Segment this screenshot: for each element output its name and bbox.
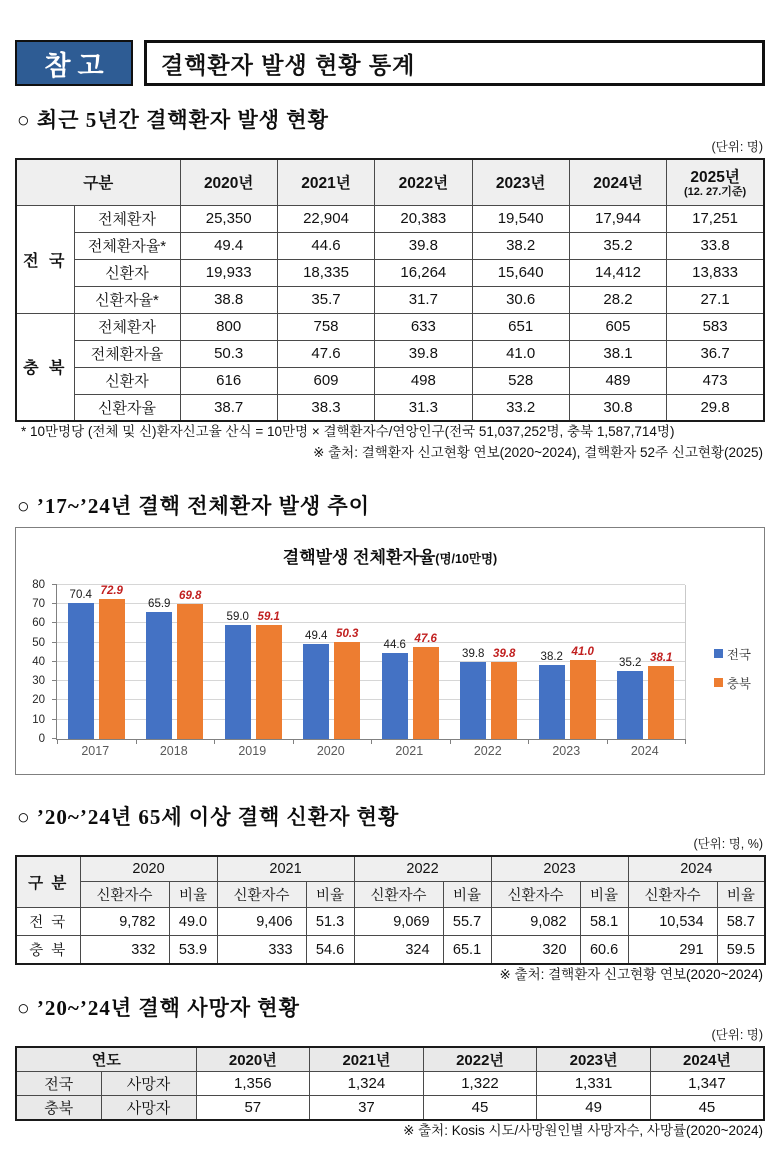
subheader-cell: 비율 [443, 882, 491, 908]
value-cell: 19,933 [180, 259, 277, 286]
value-cell: 332 [80, 936, 169, 964]
bar-value-label: 59.1 [257, 611, 280, 624]
y-axis-label: 0 [38, 732, 45, 745]
section3-heading: ○ ’20~’24년 65세 이상 결핵 신환자 현황 [17, 804, 400, 829]
table-header-row [16, 1047, 764, 1072]
bar-전국 [382, 639, 408, 739]
year-header: 2021 [217, 856, 354, 882]
bar-충북 [570, 645, 596, 739]
value-cell: 19,540 [472, 205, 569, 232]
footnote-source-1: ※ 출처: 결핵환자 신고현황 연보(2020~2024), 결핵환자 52주 신고현황(2025) [313, 444, 763, 460]
bar-value-label: 59.0 [226, 611, 249, 624]
bar-value-label: 41.0 [571, 645, 594, 658]
value-cell: 44.6 [277, 232, 374, 259]
year-header: 2022년 [423, 1047, 537, 1072]
bar-group [214, 585, 293, 739]
y-axis-label: 40 [32, 655, 45, 668]
footnote-formula: * 10만명당 (전체 및 신)환자신고율 산식 = 10만명 × 결핵환자수/연앙인구(전국 51,037,252명, 충북 1,587,714명) [21, 424, 675, 439]
region-cell: 전 국 [16, 908, 80, 936]
value-cell: 54.6 [306, 936, 354, 964]
y-axis-label: 80 [32, 578, 45, 591]
value-cell: 583 [667, 313, 764, 340]
bar-value-label: 39.8 [493, 648, 516, 661]
year-header: 2020 [80, 856, 217, 882]
bar-전국 [617, 657, 643, 739]
x-axis-label: 2024 [630, 743, 659, 758]
section2-heading: ○ ’17~’24년 결핵 전체환자 발생 추이 [17, 493, 370, 518]
value-cell: 50.3 [180, 340, 277, 367]
y-tick [52, 642, 57, 643]
bar-value-label: 49.4 [305, 629, 328, 642]
value-cell: 17,944 [569, 205, 666, 232]
value-cell: 38.7 [180, 394, 277, 421]
bar-충북 [256, 611, 282, 739]
subheader-cell: 비율 [306, 882, 354, 908]
legend-label: 충북 [726, 676, 751, 691]
value-cell: 10,534 [628, 908, 717, 936]
value-cell: 35.2 [569, 232, 666, 259]
document-header [15, 40, 765, 86]
value-cell: 35.7 [277, 286, 374, 313]
value-cell: 58.7 [717, 908, 765, 936]
x-axis-label: 2019 [238, 743, 267, 758]
value-cell: 36.7 [667, 340, 764, 367]
value-cell: 15,640 [472, 259, 569, 286]
y-axis-label: 30 [32, 675, 45, 688]
row-label: 전체환자 [74, 205, 180, 232]
bar-충북 [334, 628, 360, 739]
value-cell: 38.1 [569, 340, 666, 367]
bar-group [371, 585, 450, 739]
value-cell: 38.3 [277, 394, 374, 421]
bar-value-label: 72.9 [100, 584, 123, 597]
value-cell: 28.2 [569, 286, 666, 313]
bar-value-label: 35.2 [619, 657, 642, 670]
subheader-cell: 신환자수 [628, 882, 717, 908]
subheader-cell: 비율 [717, 882, 765, 908]
x-axis-label: 2018 [159, 743, 188, 758]
value-cell: 25,350 [180, 205, 277, 232]
elderly-new-patients-table [15, 855, 766, 965]
footnote-source-2: ※ 출처: 결핵환자 신고현황 연보(2020~2024) [499, 966, 763, 982]
y-tick [52, 603, 57, 604]
table-row [16, 936, 765, 964]
year-header: 2024년 [569, 159, 666, 205]
y-axis-label: 20 [32, 694, 45, 707]
value-cell: 605 [569, 313, 666, 340]
region-cell: 전 국 [16, 205, 74, 313]
bar-value-label: 65.9 [148, 598, 171, 610]
y-tick [52, 699, 57, 700]
value-cell: 9,782 [80, 908, 169, 936]
value-cell: 39.8 [375, 340, 472, 367]
value-cell: 51.3 [306, 908, 354, 936]
table-row [16, 259, 764, 286]
table-header-row [16, 159, 764, 205]
value-cell: 1,347 [650, 1072, 764, 1096]
legend-swatch [714, 678, 723, 687]
value-cell: 1,331 [537, 1072, 651, 1096]
value-cell: 18,335 [277, 259, 374, 286]
value-cell: 800 [180, 313, 277, 340]
value-cell: 22,904 [277, 205, 374, 232]
value-cell: 333 [217, 936, 306, 964]
gridline [57, 584, 685, 585]
corner-header: 구분 [16, 159, 180, 205]
table-subheader-row [16, 882, 765, 908]
bar-전국 [146, 598, 172, 739]
year-header: 2021년 [310, 1047, 424, 1072]
year-header: 2023년 [537, 1047, 651, 1072]
value-cell: 55.7 [443, 908, 491, 936]
bar-group [293, 585, 372, 739]
value-cell: 65.1 [443, 936, 491, 964]
section3-unit-note: (단위: 명, %) [693, 836, 763, 851]
subheader-cell: 신환자수 [491, 882, 580, 908]
x-axis-label: 2020 [316, 743, 345, 758]
table-row [16, 1072, 764, 1096]
year-label: 2025년 [690, 169, 740, 187]
reference-badge: 참고 [15, 40, 133, 86]
bar-전국 [225, 611, 251, 739]
table-row [16, 232, 764, 259]
value-cell: 489 [569, 367, 666, 394]
bar-충북 [413, 633, 439, 739]
table-row [16, 286, 764, 313]
value-cell: 609 [277, 367, 374, 394]
x-axis-label: 2017 [81, 743, 110, 758]
value-cell: 320 [491, 936, 580, 964]
y-axis-label: 70 [32, 598, 45, 611]
value-cell: 14,412 [569, 259, 666, 286]
value-cell: 324 [354, 936, 443, 964]
table-row [16, 205, 764, 232]
value-cell: 49.0 [169, 908, 217, 936]
year-header: 2023년 [472, 159, 569, 205]
value-cell: 758 [277, 313, 374, 340]
row-label: 신환자 [74, 259, 180, 286]
value-cell: 49.4 [180, 232, 277, 259]
value-cell: 473 [667, 367, 764, 394]
y-axis-label: 60 [32, 617, 45, 630]
value-cell: 16,264 [375, 259, 472, 286]
year-header: 2020년 [196, 1047, 310, 1072]
y-tick [52, 661, 57, 662]
value-cell: 1,324 [310, 1072, 424, 1096]
bar-value-label: 47.6 [414, 633, 437, 646]
value-cell: 60.6 [580, 936, 628, 964]
year-note: (12. 27.기준) [683, 186, 747, 199]
subheader-cell: 비율 [580, 882, 628, 908]
y-axis-label: 10 [32, 713, 45, 726]
bar-충북 [491, 648, 517, 739]
document-title: 결핵환자 발생 현황 통계 [161, 51, 416, 78]
region-cell: 충 북 [16, 936, 80, 964]
corner-header: 구 분 [16, 856, 80, 908]
year-header: 2024년 [650, 1047, 764, 1072]
value-cell: 58.1 [580, 908, 628, 936]
y-axis-label: 50 [32, 636, 45, 649]
table-header-row [16, 856, 765, 882]
bar-value-label: 70.4 [69, 589, 92, 602]
bar-group [136, 585, 215, 739]
y-tick [52, 680, 57, 681]
legend-item [714, 645, 751, 663]
subheader-cell: 비율 [169, 882, 217, 908]
bar-value-label: 69.8 [179, 590, 202, 603]
row-label: 사망자 [101, 1096, 196, 1121]
value-cell: 38.8 [180, 286, 277, 313]
y-tick [52, 622, 57, 623]
bar-전국 [68, 589, 94, 739]
bar-group [450, 585, 529, 739]
row-label: 신환자율 [74, 394, 180, 421]
corner-header: 연도 [16, 1047, 196, 1072]
legend-label: 전국 [726, 647, 751, 662]
value-cell: 59.5 [717, 936, 765, 964]
bar-전국 [539, 651, 565, 739]
footnote-source-3: ※ 출처: Kosis 시도/사망원인별 사망자수, 사망률(2020~2024) [403, 1123, 763, 1139]
bar-전국 [303, 629, 329, 739]
value-cell: 45 [423, 1096, 537, 1121]
value-cell: 17,251 [667, 205, 764, 232]
y-axis [16, 578, 52, 745]
section4-unit-note: (단위: 명) [711, 1027, 763, 1042]
value-cell: 528 [472, 367, 569, 394]
value-cell: 9,069 [354, 908, 443, 936]
section1-heading: ○ 최근 5년간 결핵환자 발생 현황 [17, 108, 329, 132]
chart-title [16, 543, 764, 568]
bar-충북 [177, 590, 203, 738]
value-cell: 27.1 [667, 286, 764, 313]
title-box [144, 40, 765, 86]
year-header-2025 [667, 159, 764, 205]
table-row [16, 367, 764, 394]
value-cell: 633 [375, 313, 472, 340]
value-cell: 1,356 [196, 1072, 310, 1096]
deaths-table [15, 1046, 765, 1122]
patients-5yr-table [15, 158, 765, 422]
value-cell: 33.8 [667, 232, 764, 259]
y-tick [52, 719, 57, 720]
bar-group [57, 585, 136, 739]
bar-충북 [99, 584, 125, 739]
subheader-cell: 신환자수 [217, 882, 306, 908]
value-cell: 38.2 [472, 232, 569, 259]
value-cell: 30.6 [472, 286, 569, 313]
value-cell: 651 [472, 313, 569, 340]
x-axis-label: 2023 [552, 743, 581, 758]
x-axis-label: 2021 [395, 743, 424, 758]
subheader-cell: 신환자수 [80, 882, 169, 908]
value-cell: 30.8 [569, 394, 666, 421]
year-header: 2023 [491, 856, 628, 882]
year-header: 2024 [628, 856, 765, 882]
y-tick [52, 584, 57, 585]
row-label: 사망자 [101, 1072, 196, 1096]
value-cell: 31.7 [375, 286, 472, 313]
x-axis-label: 2022 [473, 743, 502, 758]
table-row [16, 340, 764, 367]
bar-전국 [460, 648, 486, 739]
region-cell: 충 북 [16, 313, 74, 421]
value-cell: 1,322 [423, 1072, 537, 1096]
value-cell: 13,833 [667, 259, 764, 286]
chart-legend [714, 645, 751, 692]
section1-unit-note: (단위: 명) [711, 140, 763, 154]
table-row [16, 908, 765, 936]
bar-value-label: 38.1 [650, 651, 673, 664]
bar-value-label: 39.8 [462, 648, 485, 661]
subheader-cell: 신환자수 [354, 882, 443, 908]
plot-area [56, 585, 686, 740]
value-cell: 9,082 [491, 908, 580, 936]
value-cell: 41.0 [472, 340, 569, 367]
value-cell: 47.6 [277, 340, 374, 367]
row-label: 전체환자율 [74, 340, 180, 367]
value-cell: 31.3 [375, 394, 472, 421]
value-cell: 291 [628, 936, 717, 964]
value-cell: 33.2 [472, 394, 569, 421]
value-cell: 498 [375, 367, 472, 394]
table-row [16, 1096, 764, 1121]
legend-item [714, 674, 751, 692]
value-cell: 20,383 [375, 205, 472, 232]
bar-value-label: 38.2 [540, 651, 563, 664]
year-header: 2022 [354, 856, 491, 882]
bar-group [528, 585, 607, 739]
value-cell: 37 [310, 1096, 424, 1121]
table-row [16, 313, 764, 340]
bar-value-label: 44.6 [383, 639, 406, 651]
year-header: 2021년 [277, 159, 374, 205]
table-row [16, 394, 764, 421]
bar-value-label: 50.3 [336, 628, 359, 641]
x-axis [56, 744, 684, 758]
value-cell: 616 [180, 367, 277, 394]
year-header: 2022년 [375, 159, 472, 205]
chart-title-text: 결핵발생 전체환자율 [282, 547, 436, 567]
row-label: 신환자율* [74, 286, 180, 313]
bar-충북 [648, 651, 674, 739]
row-label: 전체환자 [74, 313, 180, 340]
value-cell: 9,406 [217, 908, 306, 936]
row-label: 신환자 [74, 367, 180, 394]
value-cell: 49 [537, 1096, 651, 1121]
section4-heading: ○ ’20~’24년 결핵 사망자 현황 [17, 995, 300, 1020]
value-cell: 53.9 [169, 936, 217, 964]
chart-title-unit: (명/10만명) [435, 551, 498, 566]
value-cell: 45 [650, 1096, 764, 1121]
value-cell: 57 [196, 1096, 310, 1121]
row-label: 전체환자율* [74, 232, 180, 259]
value-cell: 29.8 [667, 394, 764, 421]
bar-group [607, 585, 686, 739]
year-header: 2020년 [180, 159, 277, 205]
value-cell: 39.8 [375, 232, 472, 259]
legend-swatch [714, 649, 723, 658]
region-cell: 충북 [16, 1096, 101, 1121]
region-cell: 전국 [16, 1072, 101, 1096]
tb-rate-bar-chart [15, 527, 765, 775]
x-tick [685, 739, 686, 744]
